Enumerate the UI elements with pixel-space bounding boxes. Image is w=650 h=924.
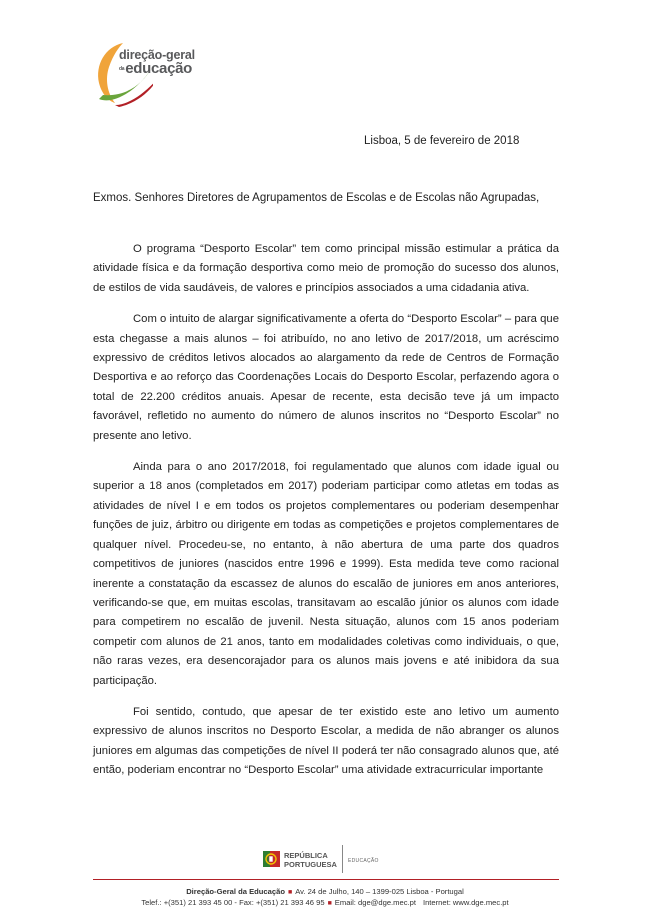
gov-name <box>284 851 337 869</box>
gov-separator <box>342 845 343 873</box>
footer-org-name: Direção-Geral da Educação <box>186 887 285 896</box>
dge-logo <box>93 39 203 109</box>
footer-line1 <box>0 887 650 896</box>
paragraph-3: Ainda para o ano 2017/2018, foi regulamentado que alunos com idade igual ou superior a 18 anos (completados em 2017) poderiam participar como atletas em todas as atividades de nível I e em todos os projetos complementares ou poderiam desempenhar funções de juiz, árbitro ou dirigente em todas as competições e projetos complementares de qualquer nível. Procedeu-se, no entanto, à não abertura de uma parte dos quadros competitivos de juniores (nascidos entre 1996 e 1999). Esta medida teve como racional inerente a constatação da escassez de alunos do escalão de juniores em anos anteriores, verificando-se que, em muitas escolas, transitavam ao escalão júnior os alunos com idade para competirem no escalão de juvenil. Nesta situação, alunos com 15 anos poderiam competir com alunos de 21 anos, tanto em modalidades coletivas como individuais, o que, não raras vezes, era desencorajador para os alunos mais jovens e até inibidora da sua participação. <box>93 461 559 687</box>
portugal-emblem-icon <box>262 845 282 871</box>
gov-dept: EDUCAÇÃO <box>348 858 379 864</box>
square-bullet-icon: ■ <box>287 889 293 896</box>
footer-address: Av. 24 de Julho, 140 – 1399-025 Lisboa - Portugal <box>295 887 464 896</box>
gov-line2: PORTUGUESA <box>284 860 337 869</box>
square-bullet-icon: ■ <box>327 900 332 907</box>
letter-body <box>93 240 559 793</box>
logo-line2-text: educação <box>125 60 193 77</box>
letter-date: Lisboa, 5 de fevereiro de 2018 <box>364 135 520 147</box>
republica-portuguesa-logo <box>262 843 422 875</box>
gov-line1: REPÚBLICA <box>284 851 328 860</box>
dge-logo-text <box>119 49 195 76</box>
logo-line2 <box>119 62 195 76</box>
footer-email: Email: dge@dge.mec.pt <box>334 898 416 907</box>
paragraph-2: Com o intuito de alargar significativamente a oferta do “Desporto Escolar” – para que esta chegasse a mais alunos – foi atribuído, no ano letivo de 2017/2018, um acréscimo expressivo de créditos letivos alocados ao alargamento da rede de Centros de Formação Desportiva e ao reforço das Coordenações Locais do Desporto Escolar, perfazendo agora o total de 22.200 créditos anuais. Apesar de recente, esta decisão teve já um impacto favorável, refletido no aumento do número de alunos inscritos no “Desporto Escolar” no presente ano letivo. <box>93 313 559 442</box>
letter-salutation: Exmos. Senhores Diretores de Agrupamentos de Escolas e de Escolas não Agrupadas, <box>93 192 540 204</box>
footer-line2 <box>0 898 650 907</box>
footer-phone: Telef.: +(351) 21 393 45 00 - Fax: +(351) 21 393 46 95 <box>141 898 325 907</box>
footer-divider <box>93 879 559 880</box>
paragraph-1: O programa “Desporto Escolar” tem como principal missão estimular a prática da atividade física e da formação desportiva como meio de promoção do sucesso dos alunos, de estilos de vida saudáveis, de valores e princípios associados a uma cidadania ativa. <box>93 243 559 294</box>
paragraph-4: Foi sentido, contudo, que apesar de ter existido este ano letivo um aumento expressivo de alunos inscritos no Desporto Escolar, a medida de não abranger os alunos juniores em algumas das competições de nível II poderá ter não consagrado alunos que, até então, poderiam encontrar no “Desporto Escolar” uma atividade extracurricular importante <box>93 705 559 777</box>
footer-internet: Internet: www.dge.mec.pt <box>422 898 509 907</box>
logo-da: da <box>119 65 125 72</box>
logo-line1: direção-geral <box>119 48 195 62</box>
